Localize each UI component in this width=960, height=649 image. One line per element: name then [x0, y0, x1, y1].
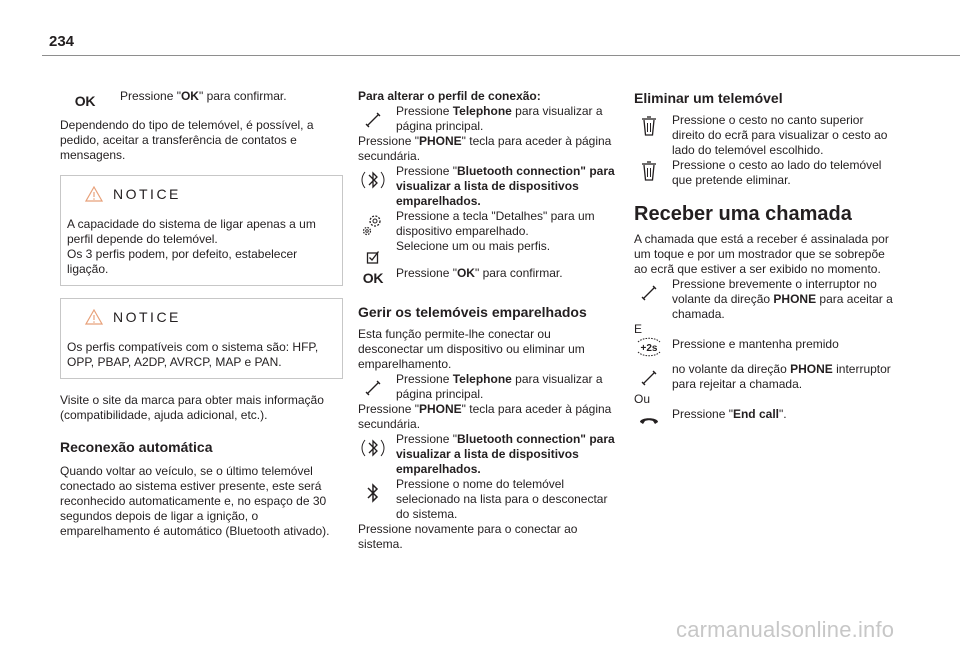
end-call-icon: [634, 413, 664, 427]
gears-icon: [358, 211, 388, 239]
notice-text: Os 3 perfis podem, por defeito, estabelecer ligação.: [67, 247, 298, 276]
visit-paragraph: Visite o site da marca para obter mais informação (compatibilidade, ajuda adicional, etc.).: [60, 393, 324, 422]
phone-icon: [358, 378, 388, 398]
confirm-text: Pressione "OK" para confirmar.: [120, 89, 287, 103]
bluetooth-icon: [358, 481, 388, 505]
warning-icon: [85, 309, 103, 325]
receive-step-accept: Pressione brevemente o interruptor no volante da direção PHONE para aceitar a chamada.: [634, 277, 896, 322]
profile-title: Para alterar o perfil de conexão:: [358, 89, 541, 103]
phone-icon: [358, 110, 388, 130]
section-title-manage: Gerir os telemóveis emparelhados: [358, 304, 587, 320]
manage-step-telephone: Pressione Telephone para visualizar a página principal.: [358, 372, 618, 402]
delete-step-2: Pressione o cesto ao lado do telemóvel que pretende eliminar.: [634, 158, 896, 188]
notice-header: [85, 186, 337, 202]
delete-step-1: Pressione o cesto no canto superior direito do ecrã para visualizar o cesto ao lado do telemóvel escolhido.: [634, 113, 896, 158]
ok-icon: OK: [74, 93, 96, 109]
receive-step-reject: no volante da direção PHONE interruptor para rejeitar a chamada.: [634, 362, 896, 392]
column-middle: [358, 89, 618, 552]
watermark: carmanualsonline.info: [676, 617, 895, 642]
phone-icon: [634, 283, 664, 303]
reconnect-paragraph: Quando voltar ao veículo, se o último telemóvel conectado ao sistema estiver presente, este será reconhecido automaticamente e, no espaço de 30 segundos depois de ligar a ignição, o emparelhamento é automático (Bluetooth ativado).: [60, 464, 330, 538]
column-right: [634, 89, 896, 422]
trash-icon: [634, 160, 664, 182]
page-number: 234: [49, 33, 75, 50]
phone-icon: [634, 368, 664, 388]
manage-step-reconnect: Pressione novamente para o conectar ao sistema.: [358, 522, 578, 551]
column-left: [60, 89, 343, 539]
step-phone-key: Pressione "PHONE" tecla para aceder à página secundária.: [358, 134, 612, 163]
step-confirm: OK Pressione "OK" para confirmar.: [358, 266, 618, 281]
step-bluetooth: Pressione "Bluetooth connection" para visualizar a lista de dispositivos emparelhados.: [358, 164, 618, 209]
intro-paragraph: Dependendo do tipo de telemóvel, é possível, a pedido, aceitar a transferência de contatos e mensagens.: [60, 118, 314, 162]
warning-icon: [85, 186, 103, 202]
trash-icon: [634, 115, 664, 137]
bluetooth-connection-icon: [358, 166, 388, 194]
hold-2s-icon: [634, 337, 664, 357]
receive-step-end-call: Pressione "End call".: [634, 407, 896, 422]
notice-box-1: [60, 175, 343, 286]
checkbox-icon: [358, 250, 388, 264]
section-title-delete: Eliminar um telemóvel: [634, 90, 783, 106]
step-select-profiles: Selecione um ou mais perfis.: [358, 239, 618, 254]
receive-step-hold: +2s Pressione e mantenha premido: [634, 337, 896, 352]
notice-header: [85, 309, 337, 325]
notice-box-2: [60, 298, 343, 379]
manage-step-disconnect: Pressione o nome do telemóvel selecionado na lista para o desconectar do sistema.: [358, 477, 618, 522]
notice-text: Os perfis compatíveis com o sistema são: HFP, OPP, PBAP, A2DP, AVRCP, MAP e PAN.: [67, 340, 319, 369]
confirm-step: [60, 89, 343, 109]
notice-title: NOTICE: [113, 185, 181, 202]
manage-step-phone-key: Pressione "PHONE" tecla para aceder à página secundária.: [358, 402, 612, 431]
conjunction-e: E: [634, 322, 643, 336]
receive-intro: A chamada que está a receber é assinalada por um toque e por um mostrador que se sobrepõe ao ecrã que estiver a ser exibido no momento.: [634, 232, 889, 276]
section-title-receive: Receber uma chamada: [634, 203, 852, 225]
svg-text:+2s: +2s: [640, 343, 658, 354]
header-rule: [42, 55, 960, 56]
manage-step-bluetooth: Pressione "Bluetooth connection" para visualizar a lista de dispositivos emparelhados.: [358, 432, 618, 477]
step-details: Pressione a tecla "Detalhes" para um dispositivo emparelhado.: [358, 209, 618, 239]
notice-title: NOTICE: [113, 308, 181, 325]
section-title-reconnect: Reconexão automática: [60, 439, 213, 455]
step-telephone: Pressione Telephone para visualizar a página principal.: [358, 104, 618, 134]
ok-icon: OK: [362, 270, 384, 286]
bluetooth-connection-icon: [358, 434, 388, 462]
manage-intro: Esta função permite-lhe conectar ou desconectar um dispositivo ou eliminar um emparelhamento.: [358, 327, 585, 371]
notice-text: A capacidade do sistema de ligar apenas a um perfil depende do telemóvel.: [67, 217, 316, 246]
conjunction-ou: Ou: [634, 392, 651, 406]
